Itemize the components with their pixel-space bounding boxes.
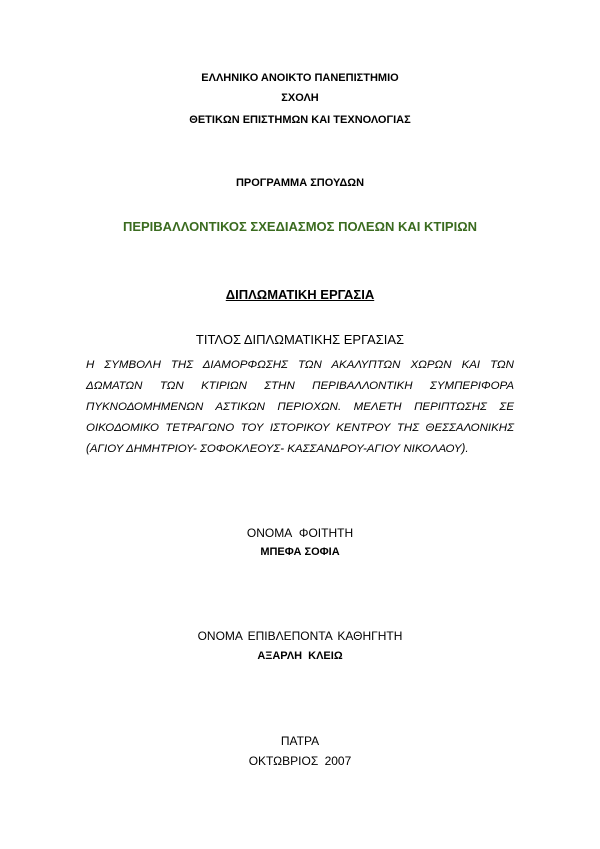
student-label: ΟΝΟΜΑ ΦΟΙΤΗΤΗ bbox=[246, 526, 354, 540]
thesis-title: Η ΣΥΜΒΟΛΗ ΤΗΣ ΔΙΑΜΟΡΦΩΣΗΣ ΤΩΝ ΑΚΑΛΥΠΤΩΝ ΧΩΡΩΝ ΚΑΙ ΤΩΝ ΔΩΜΑΤΩΝ ΤΩΝ ΚΤΙΡΙΩΝ ΣΤΗΝ ΠΕΡΙΒΑΛΛΟΝΤΙΚΗ ΣΥΜΠΕΡΙΦΟΡΑ ΠΥΚΝΟΔΟΜΗΜΕΝΩΝ ΑΣΤΙΚΩΝ ΠΕΡΙΟΧΩΝ. ΜΕΛΕΤΗ ΠΕΡΙΠΤΩΣΗΣ ΣΕ ΟΙΚΟΔΟΜΙΚΟ ΤΕΤΡΑΓΩΝΟ ΤΟΥ ΙΣΤΟΡΙΚΟΥ ΚΕΝΤΡΟΥ ΤΗΣ ΘΕΣΣΑΛΟΝΙΚΗΣ (ΑΓΙΟΥ ΔΗΜΗΤΡΙΟΥ- ΣΟΦΟΚΛΕΟΥΣ- ΚΑΣΣΑΝΔΡΟΥ-ΑΓΙΟΥ ΝΙΚΟΛΑΟΥ). bbox=[86, 359, 514, 455]
thesis-label: ΔΙΠΛΩΜΑΤΙΚΗ ΕΡΓΑΣΙΑ bbox=[225, 287, 375, 302]
thesis-title-heading: ΤΙΤΛΟΣ ΔΙΠΛΩΜΑΤΙΚΗΣ ΕΡΓΑΣΙΑΣ bbox=[195, 332, 405, 347]
supervisor-label: ΟΝΟΜΑ ΕΠΙΒΛΕΠΟΝΤΑ ΚΑΘΗΓΗΤΗ bbox=[197, 629, 403, 643]
date: ΟΚΤΩΒΡΙΟΣ 2007 bbox=[248, 754, 352, 768]
school-label: ΣΧΟΛΗ bbox=[281, 92, 319, 104]
university-name: ΕΛΛΗΝΙΚΟ ΑΝΟΙΚΤΟ ΠΑΝΕΠΙΣΤΗΜΙΟ bbox=[201, 72, 399, 84]
supervisor-name: ΑΞΑΡΛΗ ΚΛΕΙΩ bbox=[257, 650, 343, 662]
program-label: ΠΡΟΓΡΑΜΜΑ ΣΠΟΥΔΩΝ bbox=[235, 177, 365, 189]
school-name: ΘΕΤΙΚΩΝ ΕΠΙΣΤΗΜΩΝ ΚΑΙ ΤΕΧΝΟΛΟΓΙΑΣ bbox=[189, 114, 411, 126]
student-name: ΜΠΕΦΑ ΣΟΦΙΑ bbox=[260, 546, 340, 558]
city: ΠΑΤΡΑ bbox=[280, 734, 320, 748]
program-name: ΠΕΡΙΒΑΛΛΟΝΤΙΚΟΣ ΣΧΕΔΙΑΣΜΟΣ ΠΟΛΕΩΝ ΚΑΙ ΚΤΙΡΙΩΝ bbox=[122, 219, 478, 234]
